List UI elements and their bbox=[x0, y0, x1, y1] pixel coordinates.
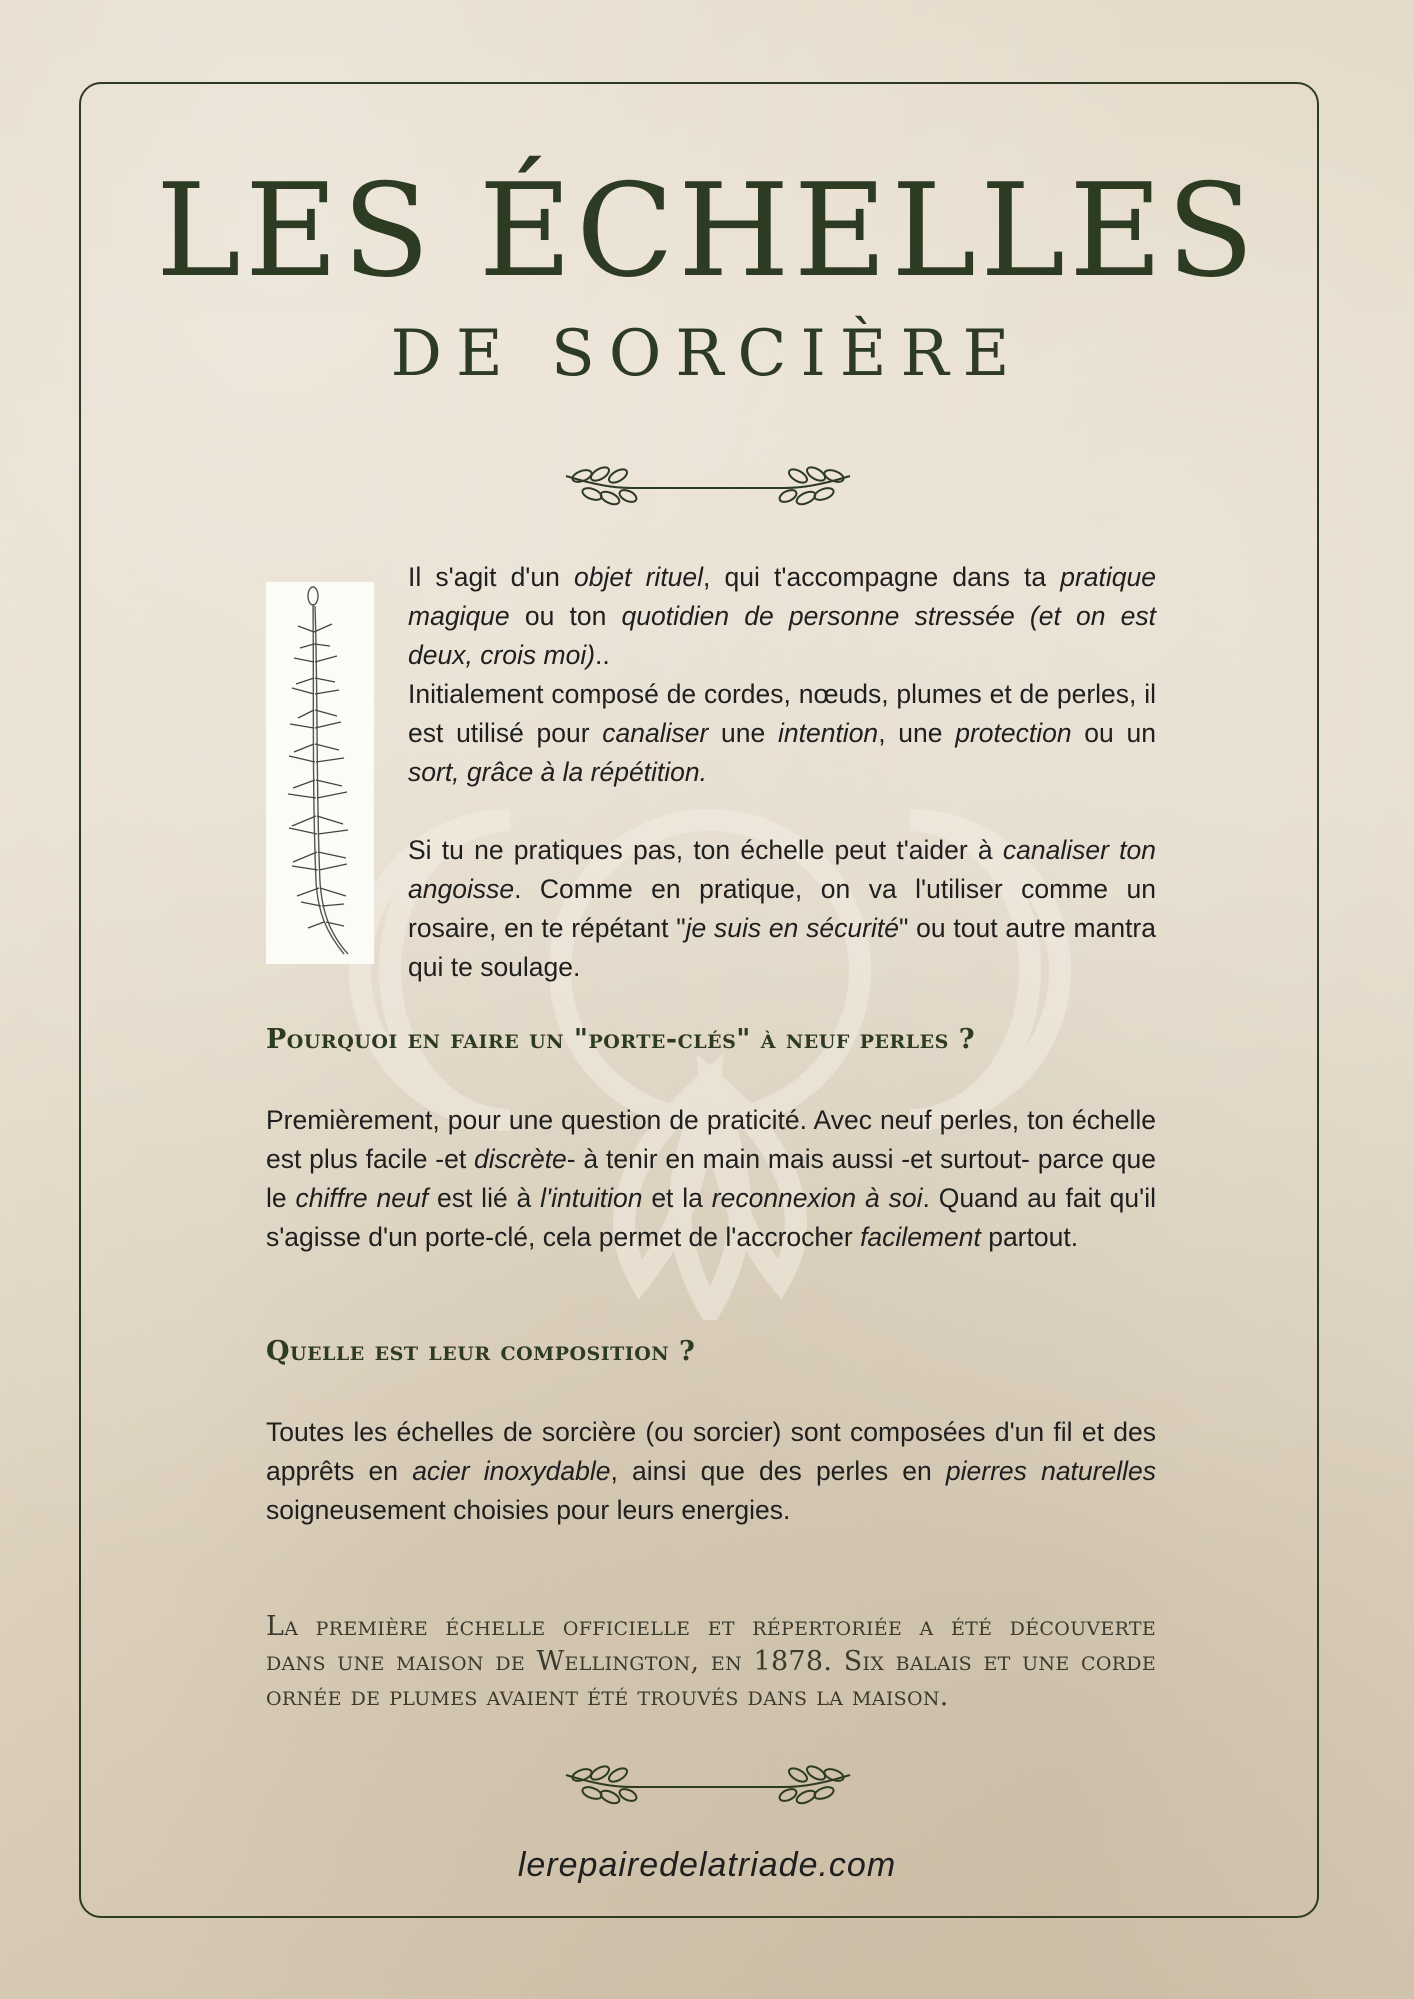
website-link[interactable]: lerepairedelatriade.com bbox=[517, 1846, 897, 1884]
historical-note: La première échelle officielle et répertoriée a été découverte dans une maison de Wellington, en 1878. Six balais et une corde ornée de plumes avaient été trouvés dans la maison. bbox=[266, 1611, 1156, 1712]
intro-paragraph-3: Si tu ne pratiques pas, ton échelle peut t'aider à canaliser ton angoisse. Comme en pratique, on va l'utiliser comme un rosaire, en te répétant "je suis en sécurité" ou tout autre mantra qui te soulage. bbox=[408, 835, 1156, 982]
section-body-why-keychain: Premièrement, pour une question de praticité. Avec neuf perles, ton échelle est plus facile -et discrète- à tenir en main mais aussi -et surtout- parce que le chiffre neuf est lié à l'intuition et la reconnexion à soi. Quand au fait qu'il s'agisse d'un porte-clé, cela permet de l'accrocher facilement partout. bbox=[266, 1105, 1157, 1252]
section-heading-why-keychain: Pourquoi en faire un "porte-clés" à neuf perles ? bbox=[266, 1024, 976, 1055]
witch-ladder-illustration bbox=[266, 582, 374, 964]
page-title: LES ÉCHELLES bbox=[155, 157, 1259, 306]
section-heading-composition: Quelle est leur composition ? bbox=[266, 1336, 696, 1367]
intro-paragraph-1: Il s'agit d'un objet rituel, qui t'accompagne dans ta pratique magique ou ton quotidien de personne stressée (et on est deux, crois moi).. bbox=[408, 562, 1156, 670]
intro-text bbox=[408, 558, 1156, 987]
laurel-divider-icon bbox=[562, 466, 854, 510]
laurel-divider-icon bbox=[562, 1765, 854, 1809]
page-subtitle: DE SORCIÈRE bbox=[390, 317, 1024, 391]
intro-paragraph-2: Initialement composé de cordes, nœuds, plumes et de perles, il est utilisé pour canaliser une intention, une protection ou un sort, grâce à la répétition. bbox=[408, 679, 1156, 787]
section-body-composition: Toutes les échelles de sorcière (ou sorcier) sont composées d'un fil et des apprêts en acier inoxydable, ainsi que des perles en pierres naturelles soigneusement choisies pour leurs energies. bbox=[266, 1417, 1156, 1525]
